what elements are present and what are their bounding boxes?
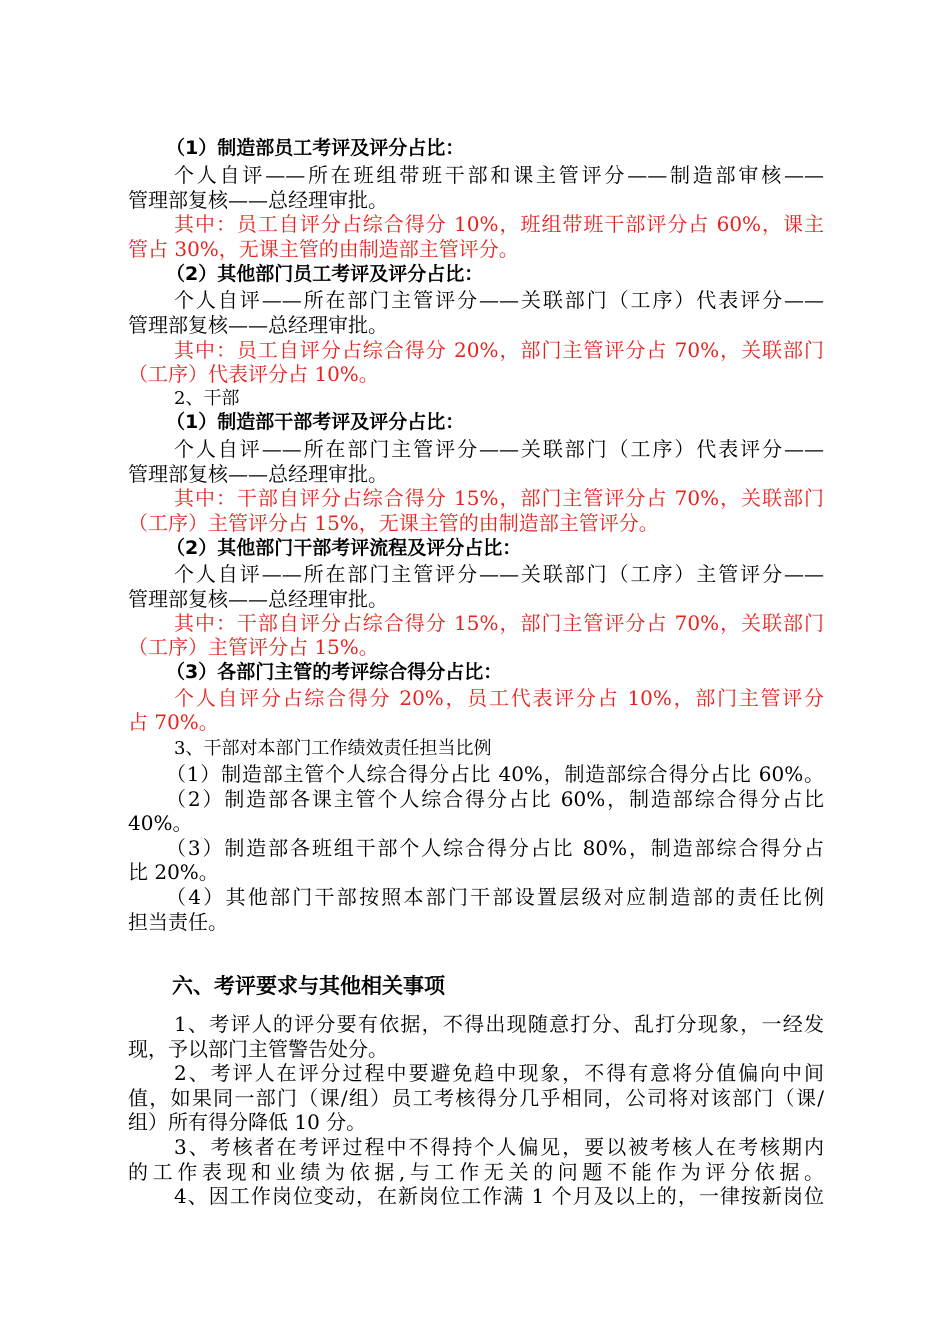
highlight-line: 其中：员工自评分占综合得分 20%，部门主管评分占 70%，关联部门 — [174, 338, 824, 362]
paragraph-line: 组）所有得分降低 10 分。 — [128, 1110, 367, 1134]
paragraph-line: 担当责任。 — [128, 910, 228, 934]
section-title: 六、考评要求与其他相关事项 — [172, 974, 445, 998]
paragraph-line: 4、因工作岗位变动，在新岗位工作满 1 个月及以上的，一律按新岗位 — [174, 1184, 824, 1208]
paragraph-line: 个人自评——所在部门主管评分——关联部门（工序）主管评分—— — [174, 562, 824, 586]
highlight-line: 占 70%。 — [128, 710, 219, 734]
paragraph-line: 3、考核者在考评过程中不得持个人偏见，要以被考核人在考核期内 — [174, 1135, 824, 1159]
paragraph-line: 1、考评人的评分要有依据，不得出现随意打分、乱打分现象，一经发 — [174, 1012, 824, 1036]
subsection-heading: （1）制造部员工考评及评分占比： — [166, 137, 465, 159]
paragraph-line: （3）制造部各班组干部个人综合得分占比 80%，制造部综合得分占 — [166, 836, 824, 860]
paragraph-line: 2、考评人在评分过程中要避免趋中现象，不得有意将分值偏向中间 — [174, 1061, 824, 1085]
section-label: 3、干部对本部门工作绩效责任担当比例 — [174, 738, 492, 759]
paragraph-line: （2）制造部各课主管个人综合得分占比 60%，制造部综合得分占比 — [166, 787, 824, 811]
highlight-line: 管占 30%，无课主管的由制造部主管评分。 — [128, 237, 519, 261]
highlight-line: 个人自评分占综合得分 20%，员工代表评分占 10%，部门主管评分 — [174, 686, 824, 710]
highlight-line: 其中：干部自评分占综合得分 15%，部门主管评分占 70%，关联部门 — [174, 486, 824, 510]
highlight-line: 其中：员工自评分占综合得分 10%，班组带班干部评分占 60%，课主 — [174, 212, 824, 236]
subsection-heading: （2）其他部门员工考评及评分占比： — [166, 263, 484, 285]
paragraph-line: 管理部复核——总经理审批。 — [128, 188, 388, 212]
highlight-line: （工序）主管评分占 15%，无课主管的由制造部主管评分。 — [128, 511, 659, 535]
paragraph-line: 个人自评——所在部门主管评分——关联部门（工序）代表评分—— — [174, 437, 824, 461]
paragraph-line: 的工作表现和业绩为依据,与工作无关的问题不能作为评分依据。 — [128, 1160, 824, 1184]
subsection-heading: （3）各部门主管的考评综合得分占比： — [166, 661, 503, 683]
paragraph-line: 个人自评——所在班组带班干部和课主管评分——制造部审核—— — [174, 163, 824, 187]
highlight-line: （工序）主管评分占 15%。 — [128, 635, 379, 659]
paragraph-line: 个人自评——所在部门主管评分——关联部门（工序）代表评分—— — [174, 288, 824, 312]
paragraph-line: 现，予以部门主管警告处分。 — [128, 1037, 388, 1061]
paragraph-line: （1）制造部主管个人综合得分占比 40%，制造部综合得分占比 60%。 — [166, 762, 824, 786]
paragraph-line: 管理部复核——总经理审批。 — [128, 587, 388, 611]
highlight-line: 其中：干部自评分占综合得分 15%，部门主管评分占 70%，关联部门 — [174, 611, 824, 635]
subsection-heading: （1）制造部干部考评及评分占比： — [166, 411, 465, 433]
paragraph-line: 值，如果同一部门（课/组）员工考核得分几乎相同，公司将对该部门（课/ — [128, 1086, 824, 1110]
section-label: 2、干部 — [174, 388, 240, 409]
highlight-line: （工序）代表评分占 10%。 — [128, 362, 379, 386]
paragraph-line: （4）其他部门干部按照本部门干部设置层级对应制造部的责任比例 — [166, 885, 824, 909]
paragraph-line: 管理部复核——总经理审批。 — [128, 462, 388, 486]
paragraph-line: 管理部复核——总经理审批。 — [128, 313, 388, 337]
paragraph-line: 比 20%。 — [128, 860, 219, 884]
subsection-heading: （2）其他部门干部考评流程及评分占比： — [166, 537, 522, 559]
paragraph-line: 40%。 — [128, 811, 193, 835]
